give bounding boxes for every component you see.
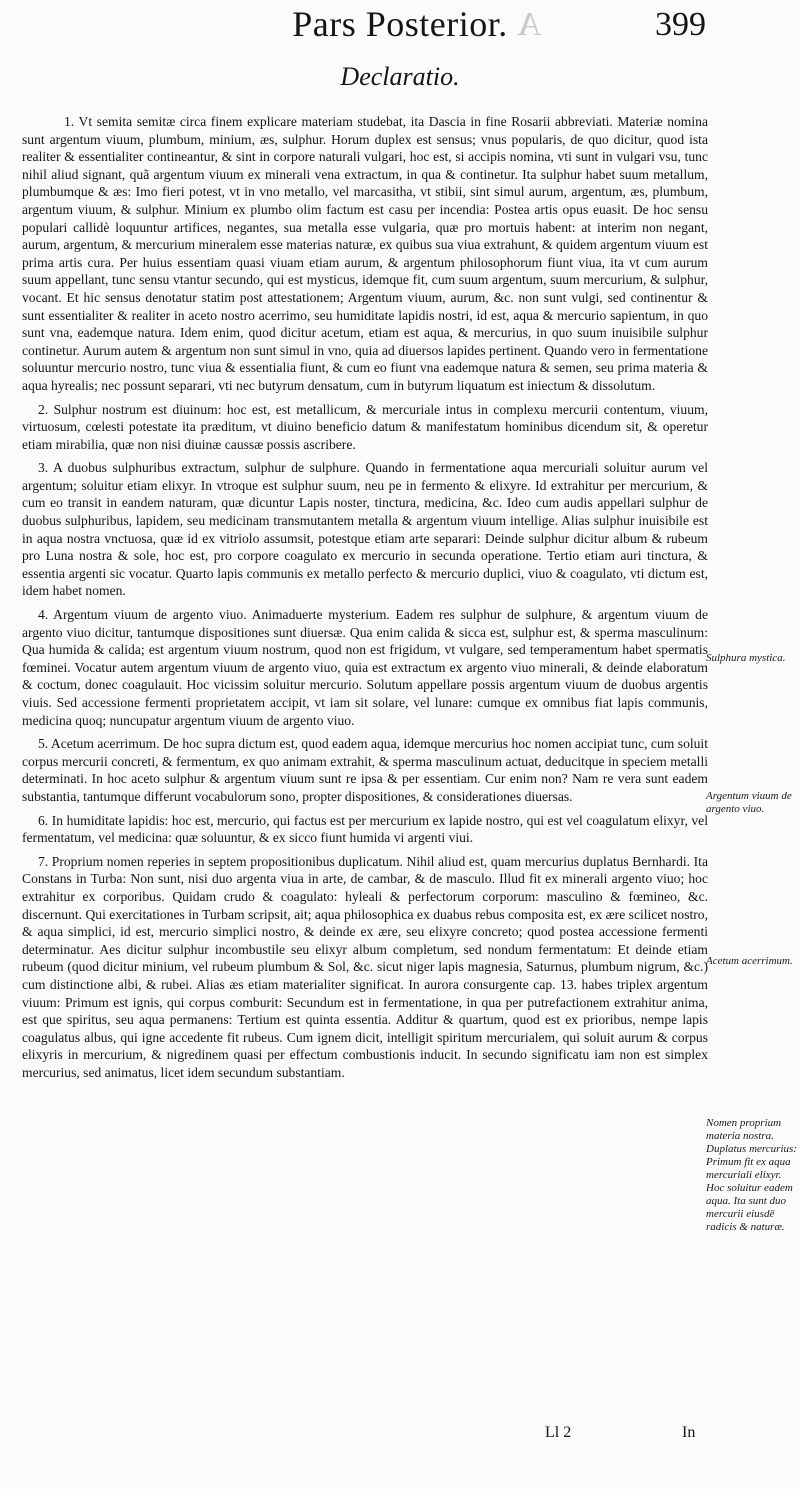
body-text	[22, 113, 708, 1087]
paragraph-6: 6. In humiditate lapidis: hoc est, mercurio, qui factus est per mercurium ex lapide nostro, qui est vel coagulatum elixyr, vel fermentatum, vel medicina: quæ soluuntur, & ex sicco fiunt humida vi argenti viui.	[22, 812, 708, 846]
margin-note-argentum: Argentum viuum de argento viuo.	[706, 790, 792, 815]
margin-note-nomen: Nomen proprium materia nostra. Duplatus mercurius: Primum fit ex aqua mercuriali elixyr. Hoc soluitur eadem aqua. Ita sunt duo mercurii eiusdē radicis & naturæ.	[706, 1117, 797, 1233]
margin-note-acetum: Acetum acerrimum.	[706, 955, 793, 967]
paragraph-4: 4. Argentum viuum de argento viuo. Animaduerte mysterium. Eadem res sulphur de sulphure, & argentum viuum de argento viuo dicitur, tantumque dispositiones sunt diuersæ. Qua enim calida & sicca est, sulphur est, & sperma masculinum: Qua humida & calida; est argentum viuum nostrum, quod non est frigidum, vt vulgare, sed temperamentum habet spermatis fœminei. Vocatur autem argentum viuum de argento viuo, quia est extractum ex argento viuo minerali, & deinde elaboratum & coctum, donec coagulauit. Hoc vicissim soluitur mercurio. Solutum appellare possis argentum viuum de duobus argentis viuis. Sed accessione fermenti proprietatem accipit, vt iam sit solare, vel lunare: cumque ex omnibus fiat lapis communis, medicina quoq; nuncupatur argentum viuum de argento viuo.	[22, 607, 708, 728]
section-heading: Declaratio.	[340, 62, 460, 91]
signature-mark: Ll 2	[545, 1424, 572, 1441]
margin-note-sulphura: Sulphura mystica.	[706, 652, 786, 664]
paragraph-5: 5. Acetum acerrimum. De hoc supra dictum est, quod eadem aqua, idemque mercurius hoc nomen accipiat tunc, cum soluit corpus mercurii concreti, & fermentum, ex quo animam extrahit, & sperma masculinum actuat, deducitque in speciem metalli determinati. In hoc aceto sulphur & argentum viuum sunt re ipsa & per essentiam. Cur enim non? Nam re vera sunt eadem substantia, tantumque differunt vocabulorum sono, propter dispositiones, & considerationes diuersas.	[22, 736, 708, 804]
paragraph-7: 7. Proprium nomen reperies in septem propositionibus duplicatum. Nihil aliud est, quam mercurius duplatus Bernhardi. Ita Constans in Turba: Non sunt, nisi duo argenta viua in arte, de cambar, & de masculo. Illud fit ex minerali argento viuo; hoc extrahitur ex corporibus. Quidam crudo & coagulato: hyleali & perfectorum corporum: masculino & fœmineo, &c. discernunt. Qui exercitationes in Turbam scripsit, ait; aqua philosophica ex duabus rebus composita est, ex ære scilicet nostro, & aqua simplici, id est, mercurio simplici nostro, & deinde ex ære, seu elixyre concreto; quod postea accessione fermenti determinatur. Aes dicitur sulphur incombustile seu elixyr album completum, sed nondum fermentatum: Et deinde etiam rubeum (quod dicitur minium, vel rubeum plumbum & Sol, &c. sicut niger lapis magnesia, Saturnus, plumbum nigrum, &c.) cum distinctione albi, & rubei. Alias æs etiam materialiter significat. In aurora consurgente cap. 13. habes triplex argentum viuum: Primum est ignis, qui corpus comburit: Secundum est in fermentatione, in qua per putrefactionem extrahitur anima, est que spiritus, seu aqua permanens: Tertium est quinta essentia. Additur & quartum, quod est ex prioribus, nempe lapis coagulatus albus, qui igne accedente fit rubeus. Cum ignem dicit, intelligit spiritum mercurialem, qui soluit aurum & corpus elixyris in mercurium, & nigredinem quasi per effectum combustionis inducit. In secundo significatu iam non est simplex mercurius, sed animatus, licet idem secundum substantiam.	[22, 853, 708, 1080]
show-through-text: A	[515, 6, 542, 43]
paragraph-2: 2. Sulphur nostrum est diuinum: hoc est, est metallicum, & mercuriale intus in complexu mercurii contentum, viuum, virtuosum, cœlesti potestate ita præditum, vt diuino beneficio datum & manifestatum hominibus dicendum sit, & operetur etiam mirabilia, quæ non nisi diuinæ caussæ possis ascribere.	[22, 401, 708, 452]
catchword: In	[682, 1424, 696, 1441]
running-head: Pars Posterior.	[292, 4, 508, 44]
page-number: 399	[655, 6, 706, 43]
paragraph-1: 1. Vt semita semitæ circa finem explicare materiam studebat, ita Dascia in fine Rosarii abbreviati. Materiæ nomina sunt argentum viuum, plumbum, minium, æs, sulphur. Horum duplex est sensus; vnus popularis, de quo dicitur, quod ista realiter & essentialiter contineantur, & sint in corpore naturali vulgari, hoc est, si accipis nomina, vti sunt in vulgari vsu, tunc nihil aliud signant, quã argentum viuum ex minerali vena extractum, in qua & continetur. Ita sulphur habet suum metallum, plumbumque & æs: Imo fieri potest, vt in vno metallo, vel marcasitha, vt stibii, sint simul aurum, argentum, æs, plumbum, argentum viuum, & sulphur. Minium ex plumbo olim factum est casu per incendia: Postea artis opus euasit. De hoc sensu populari callidè loquuntur artifices, negantes, sua metalla esse vulgaria, quæ pro mortuis habent: at interim non negant, aurum, argentum, & mercurium mineralem esse materias naturæ, ex quibus sua viua extrahunt, & quidem argentum viuum est prima artis cura. Per huius essentiam quasi viuam etiam aurum, & argentum philosophorum fiunt viua, ita vt cum aurum suum appellant, tunc sensu vtantur secundo, qui est mysticus, idemque fit, cum suum argentum, suum mercurium, & sulphur, vocant. Et hic sensus denotatur statim post attestationem; Argentum viuum, aurum, &c. non sunt vulgi, sed continentur & sunt essentialiter & realiter in aceto nostro acerrimo, seu humiditate lapidis nostri, id est, aqua & mercurio sapientum, in quo sunt vna, eademque natura. Idem enim, quod dicitur acetum, etiam est aqua, & mercurius, in quo suum inuisibile sulphur continetur. Aurum autem & argentum non sunt simul in vno, quia ad diuersos lapides pertinent. Quando vero in fermentatione soluuntur mercurio nostro, tunc viua & essentialia fiunt, & cum eo fiunt vna eademque natura & semen, seu prima materia & aqua hyrealis; nec possunt separari, vti nec butyrum densatum, cum in butyrum liquatum est iniectum & dissolutum.	[22, 114, 708, 393]
paragraph-3: 3. A duobus sulphuribus extractum, sulphur de sulphure. Quando in fermentatione aqua mercuriali soluitur aurum vel argentum; soluitur etiam elixyr. In vtroque est sulphur suum, neu pe in fermento & elixyre. Id extrahitur per mercurium, & cum eo transit in eandem naturam, quæ dicuntur Lapis noster, tinctura, medicina, &c. Ideo cum audis appellari sulphur de duobus sulphuribus, lapidem, seu medicinam transmutantem metalla & argentum viuum intellige. Alias sulphur inuisibile est in aqua nostra vnctuosa, quæ id ex vitriolo assumsit, potestque etiam arte separari: Deinde sulphur dicitur album & rubeum pro Luna nostra & sole, hoc est, pro corpore coagulato ex mercurio in secunda operatione. Tertio etiam auri tinctura, & essentia argenti sic vocatur. Quarto lapis communis ex metallo perfecto & mercurio duplici, viuo & coagulato, vti dictum est, idem habet nomen.	[22, 460, 708, 599]
